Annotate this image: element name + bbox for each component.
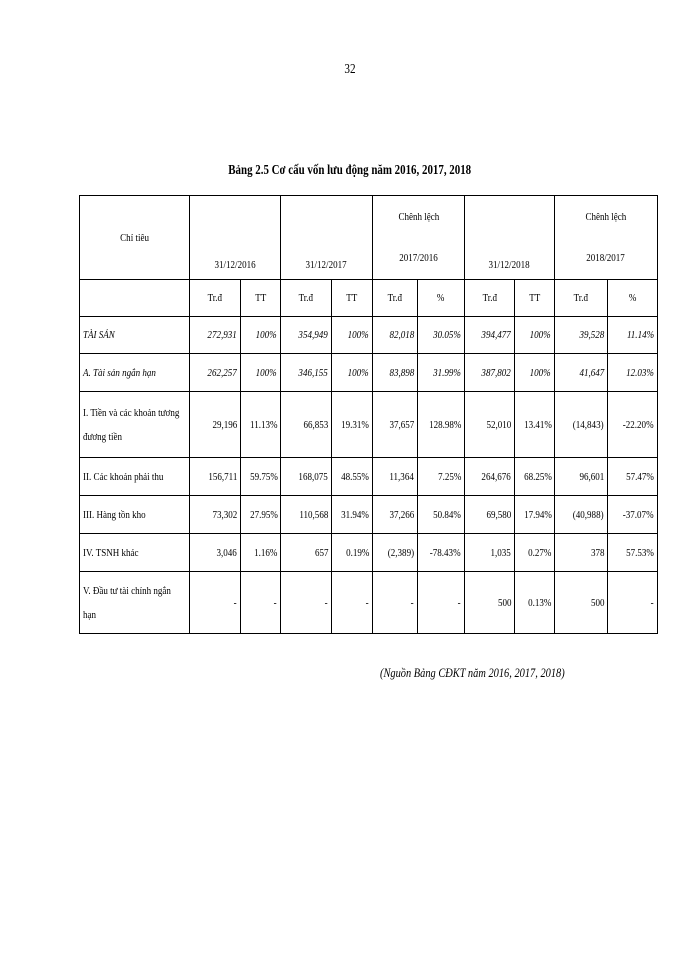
table-cell: 66,853 [281,392,332,458]
table-cell: 11.13% [241,392,281,458]
table-cell: - [241,572,281,634]
table-cell: 12.03% [608,354,658,392]
table-cell: - [373,572,418,634]
table-cell: 31.94% [332,496,373,534]
table-row [80,392,658,458]
subheader-cell: % [418,280,465,317]
table-cell: 30.05% [418,317,465,354]
table-cell: -37.07% [608,496,658,534]
table-cell: 11,364 [373,458,418,496]
table-row [80,458,658,496]
table-cell: 378 [555,534,608,572]
table-row [80,572,658,634]
page-number: 32 [344,62,356,77]
table-cell: 37,266 [373,496,418,534]
subheader-cell: Tr.đ [373,280,418,317]
table-cell: 264,676 [465,458,515,496]
subheader-cell: TT [515,280,555,317]
table-cell: 3,046 [190,534,241,572]
subheader-cell: Tr.đ [190,280,241,317]
header-diff-2018-2017-line1: Chênh lệch [555,196,658,238]
table-cell: 41,647 [555,354,608,392]
table-title-text: Bảng 2.5 Cơ cấu vốn lưu động năm 2016, 2017, 2018 [228,163,472,178]
table-cell: - [608,572,658,634]
table-cell: 128.98% [418,392,465,458]
table-body [80,317,658,634]
table-cell: 52,010 [465,392,515,458]
table-cell: 394,477 [465,317,515,354]
row-label: II. Các khoản phải thu [80,458,190,496]
table-cell: 1,035 [465,534,515,572]
table-cell: 1.16% [241,534,281,572]
header-2016: 31/12/2016 [190,196,281,280]
row-label: V. Đầu tư tài chính ngắn hạn [80,572,190,634]
row-label: III. Hàng tồn kho [80,496,190,534]
table-cell: 500 [465,572,515,634]
table-cell: 156,711 [190,458,241,496]
table-cell: 96,601 [555,458,608,496]
table-cell: 48.55% [332,458,373,496]
working-capital-table [79,195,658,634]
row-label: A. Tài sản ngắn hạn [80,354,190,392]
header-chi-tieu: Chỉ tiêu [80,196,190,280]
table-cell: 19.31% [332,392,373,458]
header-2017: 31/12/2017 [281,196,373,280]
table-cell: 37,657 [373,392,418,458]
table-cell: 262,257 [190,354,241,392]
table-cell: 50.84% [418,496,465,534]
table-cell: 82,018 [373,317,418,354]
table-row [80,496,658,534]
table-cell: (40,988) [555,496,608,534]
subheader-cell: % [608,280,658,317]
table-cell: 100% [515,354,555,392]
subheader-blank [80,280,190,317]
table-cell: 57.53% [608,534,658,572]
row-label: IV. TSNH khác [80,534,190,572]
subheader-row [80,280,658,317]
header-diff-2017-2016-line2: 2017/2016 [373,238,465,280]
table-cell: 657 [281,534,332,572]
table-cell: 29,196 [190,392,241,458]
table-cell: 0.19% [332,534,373,572]
table-row [80,354,658,392]
table-cell: (2,389) [373,534,418,572]
subheader-cell: Tr.đ [465,280,515,317]
table-cell: 0.13% [515,572,555,634]
table-cell: 31.99% [418,354,465,392]
table-cell: 500 [555,572,608,634]
row-label: I. Tiền và các khoản tương đương tiền [80,392,190,458]
table-cell: 168,075 [281,458,332,496]
table-cell: 110,568 [281,496,332,534]
row-label: TÀI SẢN [80,317,190,354]
table-cell: 7.25% [418,458,465,496]
table-cell: 68.25% [515,458,555,496]
table-cell: -22.20% [608,392,658,458]
table-title [0,163,700,179]
header-diff-2017-2016-line1: Chênh lệch [373,196,465,238]
table-cell: - [418,572,465,634]
table-cell: 272,931 [190,317,241,354]
table-cell: 100% [332,317,373,354]
table-cell: 0.27% [515,534,555,572]
table-cell: 83,898 [373,354,418,392]
table-cell: 354,949 [281,317,332,354]
table-cell: 387,802 [465,354,515,392]
table-cell: 59.75% [241,458,281,496]
table-cell: 27.95% [241,496,281,534]
subheader-cell: TT [241,280,281,317]
table-cell: 73,302 [190,496,241,534]
table-cell: 69,580 [465,496,515,534]
table-cell: 100% [332,354,373,392]
table-cell: - [190,572,241,634]
table-cell: (14,843) [555,392,608,458]
table-row [80,534,658,572]
subheader-cell: Tr.đ [555,280,608,317]
table-row [80,317,658,354]
source-note: (Nguồn Bảng CĐKT năm 2016, 2017, 2018) [380,665,565,680]
table-cell: 100% [241,317,281,354]
subheader-cell: Tr.đ [281,280,332,317]
table-cell: 39,528 [555,317,608,354]
header-2018: 31/12/2018 [465,196,555,280]
table-cell: - [281,572,332,634]
table-cell: 346,155 [281,354,332,392]
table-cell: 57.47% [608,458,658,496]
table-cell: 100% [515,317,555,354]
table-cell: 11.14% [608,317,658,354]
table-cell: 13.41% [515,392,555,458]
table-cell: 17.94% [515,496,555,534]
subheader-cell: TT [332,280,373,317]
table-cell: 100% [241,354,281,392]
table-cell: -78.43% [418,534,465,572]
table-cell: - [332,572,373,634]
header-diff-2018-2017-line2: 2018/2017 [555,238,658,280]
